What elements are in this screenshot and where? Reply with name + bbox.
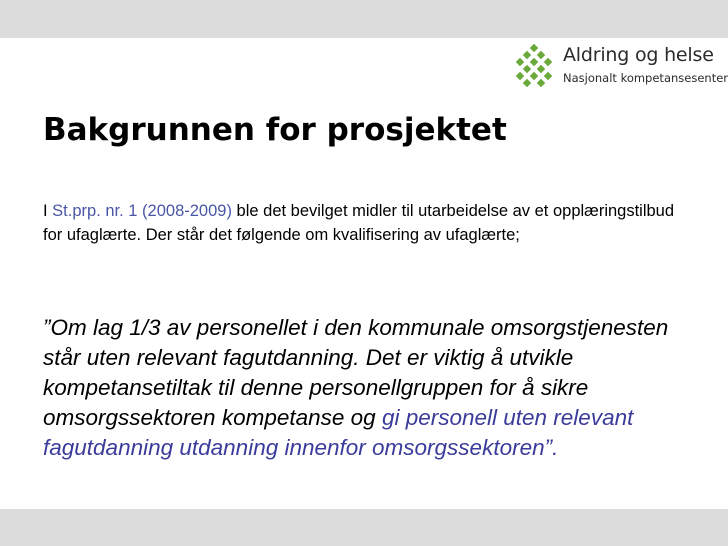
bottom-band	[0, 509, 728, 546]
quote-text: ”Om lag 1/3 av personellet i den kommunale omsorgstjenesten står uten relevant fagutdanning. Det er viktig å utvikle kompetansetiltak til denne personellgruppen for å sikre omsorgssektoren kompetanse og	[43, 315, 669, 430]
logo	[511, 44, 728, 90]
logo-lattice-icon	[511, 44, 557, 90]
reference-link: St.prp. nr. 1 (2008-2009)	[52, 202, 232, 220]
intro-before: I	[43, 202, 53, 220]
logo-subtitle: Nasjonalt kompetansesenter	[563, 71, 728, 85]
slide-title: Bakgrunnen for prosjektet	[43, 112, 507, 148]
intro-after: ble det bevilget midler til utarbeidelse av et opplæringstilbud for ufaglærte. Der står det følgende om kvalifisering av ufaglærte;	[43, 202, 675, 244]
intro-paragraph	[43, 199, 683, 247]
top-band	[0, 0, 728, 38]
quote-highlight: gi personell uten relevant fagutdanning utdanning innenfor omsorgssektoren”.	[43, 405, 634, 460]
quote-paragraph	[43, 313, 693, 463]
logo-title: Aldring og helse	[563, 44, 714, 66]
